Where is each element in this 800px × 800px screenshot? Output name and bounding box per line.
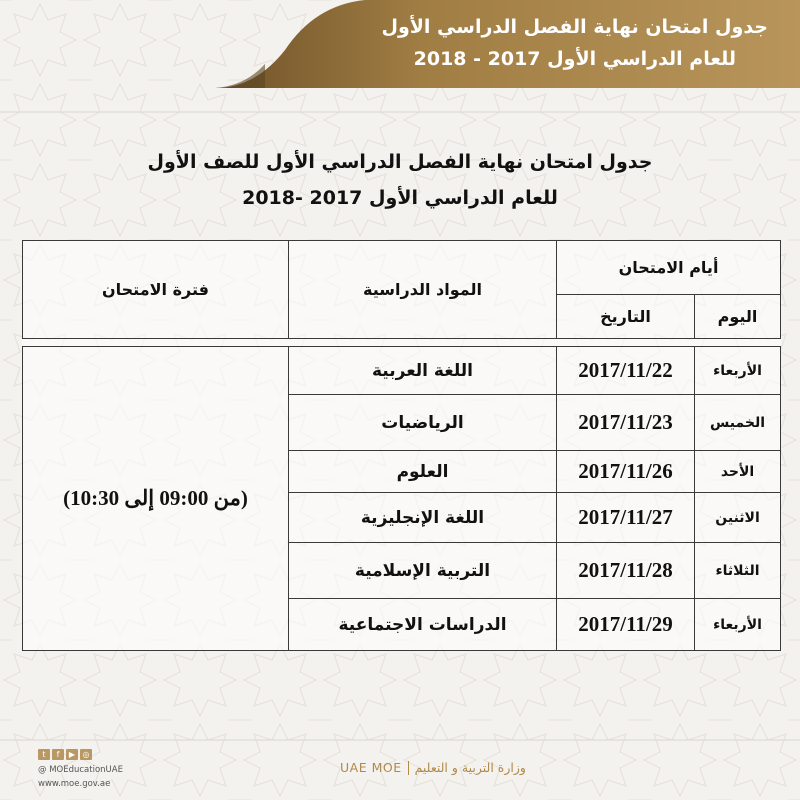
subject-cell: الرياضيات [289, 395, 557, 451]
exam-schedule-table [22, 240, 781, 651]
social-handle[interactable]: @ MOEducationUAE [38, 765, 123, 775]
date-cell: 2017/11/28 [557, 543, 695, 599]
day-cell: الاثنين [695, 493, 781, 543]
date-cell: 2017/11/26 [557, 451, 695, 493]
divider [408, 761, 409, 775]
date-cell: 2017/11/29 [557, 599, 695, 651]
header-period: فترة الامتحان [23, 241, 289, 339]
date-cell: 2017/11/23 [557, 395, 695, 451]
youtube-icon[interactable]: ▶ [66, 749, 78, 760]
website-link[interactable]: www.moe.gov.ae [38, 779, 111, 789]
twitter-icon[interactable]: t [38, 749, 50, 760]
date-cell: 2017/11/22 [557, 347, 695, 395]
subject-cell: اللغة الإنجليزية [289, 493, 557, 543]
subject-cell: الدراسات الاجتماعية [289, 599, 557, 651]
exam-period-cell: (من 09:00 إلى 10:30) [23, 347, 289, 651]
facebook-icon[interactable]: f [52, 749, 64, 760]
subject-cell: العلوم [289, 451, 557, 493]
ministry-arabic-name: وزارة التربية و التعليم [414, 760, 526, 775]
day-cell: الثلاثاء [695, 543, 781, 599]
day-cell: الخميس [695, 395, 781, 451]
header-exam-days: أيام الامتحان [557, 241, 781, 295]
ministry-latin-name: UAE MOE [340, 760, 402, 775]
subject-cell: التربية الإسلامية [289, 543, 557, 599]
header-date: التاريخ [557, 295, 695, 339]
header-subjects: المواد الدراسية [289, 241, 557, 339]
social-icons [38, 749, 92, 760]
header-day: اليوم [695, 295, 781, 339]
document-subtitle: للعام الدراسي الأول 2017 -2018 [242, 187, 558, 209]
ministry-logo [340, 760, 570, 775]
day-cell: الأربعاء [695, 599, 781, 651]
header-subtitle: للعام الدراسي الأول 2017 - 2018 [413, 48, 736, 70]
subject-cell: اللغة العربية [289, 347, 557, 395]
header-text [215, 0, 800, 88]
date-cell: 2017/11/27 [557, 493, 695, 543]
document-title: جدول امتحان نهاية الفصل الدراسي الأول للصف الأول [147, 151, 653, 173]
day-cell: الأربعاء [695, 347, 781, 395]
day-cell: الأحد [695, 451, 781, 493]
header-title: جدول امتحان نهاية الفصل الدراسي الأول [381, 16, 768, 38]
instagram-icon[interactable]: ◎ [80, 749, 92, 760]
table-row [23, 347, 781, 395]
